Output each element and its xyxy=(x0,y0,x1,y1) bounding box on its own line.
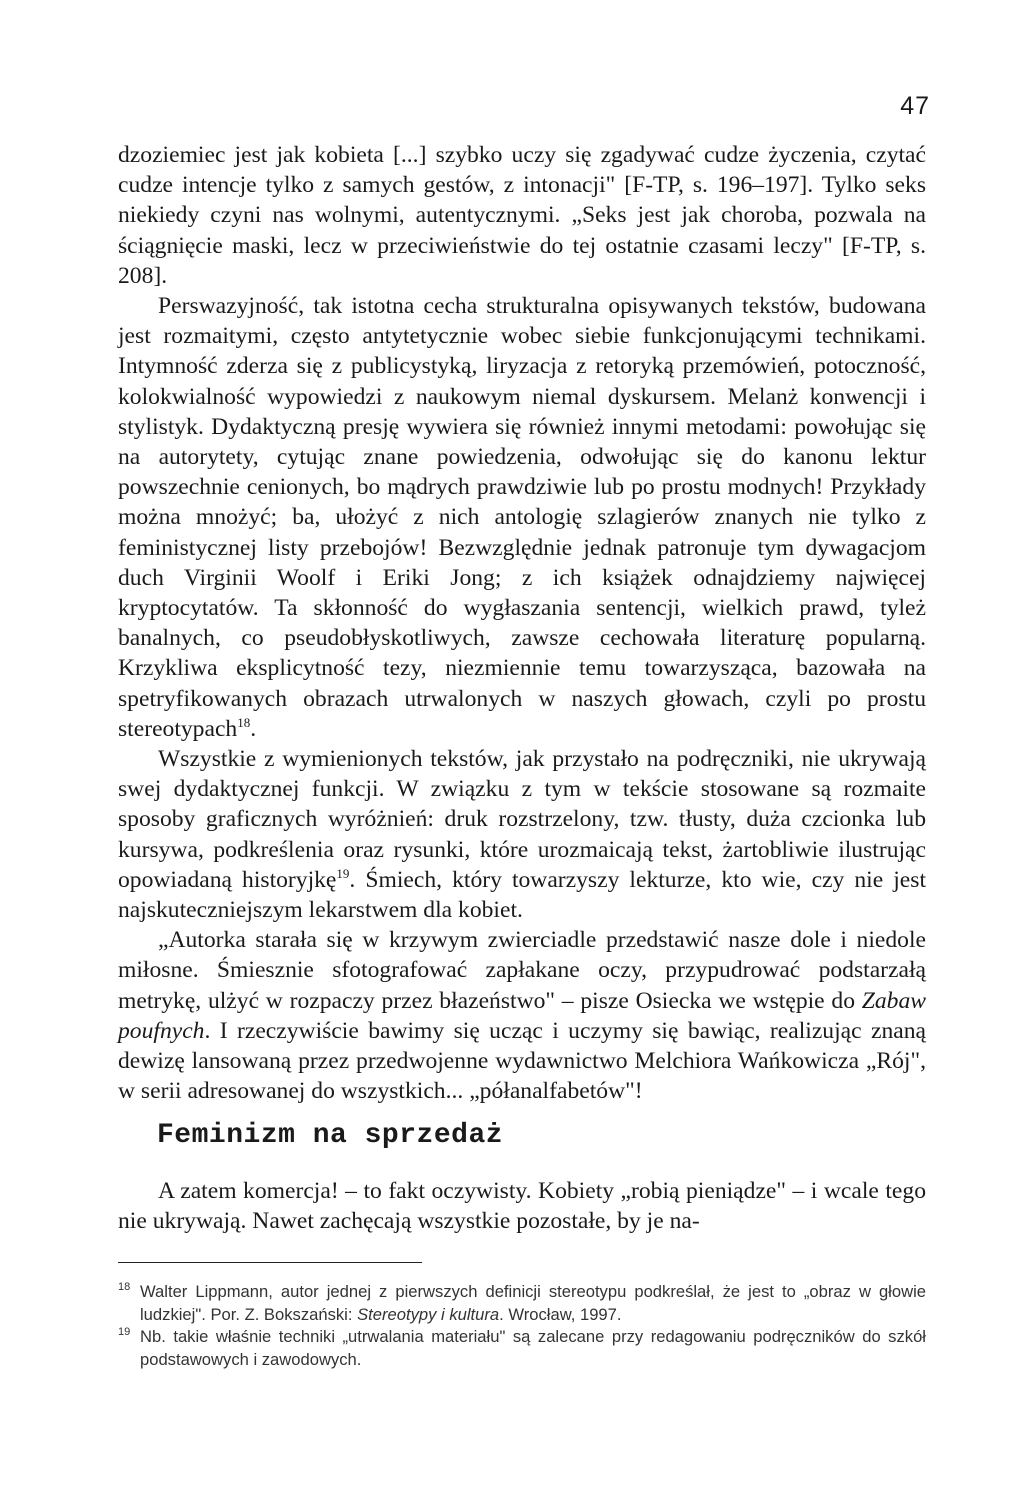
paragraph-1 xyxy=(118,140,926,291)
paragraph-1-text: dzoziemiec jest jak kobieta [...] szybko uczy się zgadywać cudze życzenia, czytać cudze intencje tylko z samych gestów, z intonacji" [F-TP, s. 196–197]. Tylko seks niekiedy czyni nas wolnymi, autentycznymi. „Seks jest jak choroba, pozwala na ściągnięcie maski, lecz w przeciwieństwie do tej ostatnie czasami leczy" [F-TP, s. 208]. xyxy=(118,142,926,289)
paragraph-4 xyxy=(118,925,926,1106)
footnote-18 xyxy=(118,1281,926,1326)
footnote-18-tail: . Wrocław, 1997. xyxy=(499,1304,622,1324)
paragraph-2-tail: . xyxy=(250,715,257,742)
paragraph-3-text: Wszystkie z wymienionych tekstów, jak przystało na podręczniki, nie ukrywają swej dydaktycznej funkcji. W związku z tym w tekście stosowane są rozmaite sposoby graficznych wyróżnień: druk rozstrzelony, tzw. tłusty, duża czcionka lub kursywa, podkreślenia oraz rysunki, które urozmaicają tekst, żartobliwie ilustrując opowiadaną historyjkę xyxy=(118,746,926,893)
paragraph-3-tail: . Śmiech, który towarzyszy lekturze, kto wie, czy nie jest najskuteczniejszym lekarstwem dla kobiet. xyxy=(118,866,926,924)
section-text xyxy=(118,1176,926,1236)
section-paragraph: A zatem komercja! – to fakt oczywisty. Kobiety „robią pieniądze" – i wcale tego nie ukrywają. Nawet zachęcają wszystkie pozostałe, by je na- xyxy=(118,1178,926,1235)
paragraph-4-italic-title: Zabaw poufnych xyxy=(118,987,926,1044)
footnote-number: 18 xyxy=(118,1281,131,1293)
paragraph-2 xyxy=(118,291,926,744)
main-text xyxy=(118,140,926,1107)
footnote-19 xyxy=(118,1326,926,1371)
page-number: 47 xyxy=(900,92,930,120)
paragraph-4-text: „Autorka starała się w krzywym zwierciadle przedstawić nasze dole i niedole miłosne. Śmiesznie sfotografować zapłakane oczy, przypudrować podstarzałą metrykę, ulżyć w rozpaczy przez błazeństwo" – pisze Osiecka we wstępie do xyxy=(118,927,926,1014)
footnote-number: 19 xyxy=(118,1326,131,1338)
paragraph-3 xyxy=(118,744,926,925)
footnote-18-text: Walter Lippmann, autor jednej z pierwszych definicji stereotypu podkreślał, że jest to „obraz w głowie ludzkiej". Por. Z. Bokszański: xyxy=(140,1282,926,1324)
paragraph-4-tail: . I rzeczywiście bawimy się ucząc i uczymy się bawiąc, realizując znaną dewizę lansowaną przez przedwojenne wydawnictwo Melchiora Wańkowicza „Rój", w serii adresowanej do wszystkich... „półanalfabetów"! xyxy=(118,1017,926,1105)
paragraph-2-text: Perswazyjność, tak istotna cecha strukturalna opisywanych tekstów, budowana jest rozmaitymi, często antytetycznie wobec siebie funkcjonującymi technikami. Intymność zderza się z publicystyką, liryzacja z retoryką przemówień, potoczność, kolokwialność wypowiedzi z naukowym niemal dyskursem. Melanż konwencji i stylistyk. Dydaktyczną presję wywiera się również innymi metodami: powołując się na autorytety, cytując znane powiedzenia, odwołując się do kanonu lektur powszechnie cenionych, bo mądrych prawdziwie lub po prostu modnych! Przykłady można mnożyć; ba, ułożyć z nich antologię szlagierów znanych nie tylko z feministycznej listy przebojów! Bezwzględnie jednak patronuje tym dywagacjom duch Virginii Woolf i Eriki Jong; z ich książek odnajdziemy najwięcej kryptocytatów. Ta skłonność do wygłaszania sentencji, wielkich prawd, tyleż banalnych, co pseudobłyskotliwych, zawsze cechowała literaturę popularną. Krzykliwa eksplicytność tezy, niezmiennie temu towarzysząca, bazowała na spetryfikowanych obrazach utrwalonych w naszych głowach, czyli po prostu stereotypach xyxy=(118,293,926,742)
footnote-19-text: Nb. takie właśnie techniki „utrwalania materiału" są zalecane przy redagowaniu podręczników do szkół podstawowych i zawodowych. xyxy=(140,1327,926,1369)
footnote-divider xyxy=(118,1262,422,1263)
footnote-ref-19[interactable]: 19 xyxy=(336,866,350,882)
footnote-ref-18[interactable]: 18 xyxy=(237,715,251,730)
footnotes xyxy=(118,1281,926,1371)
section-heading: Feminizm na sprzedaż xyxy=(157,1120,504,1151)
footnote-18-italic-title: Stereotypy i kultura xyxy=(357,1304,500,1324)
